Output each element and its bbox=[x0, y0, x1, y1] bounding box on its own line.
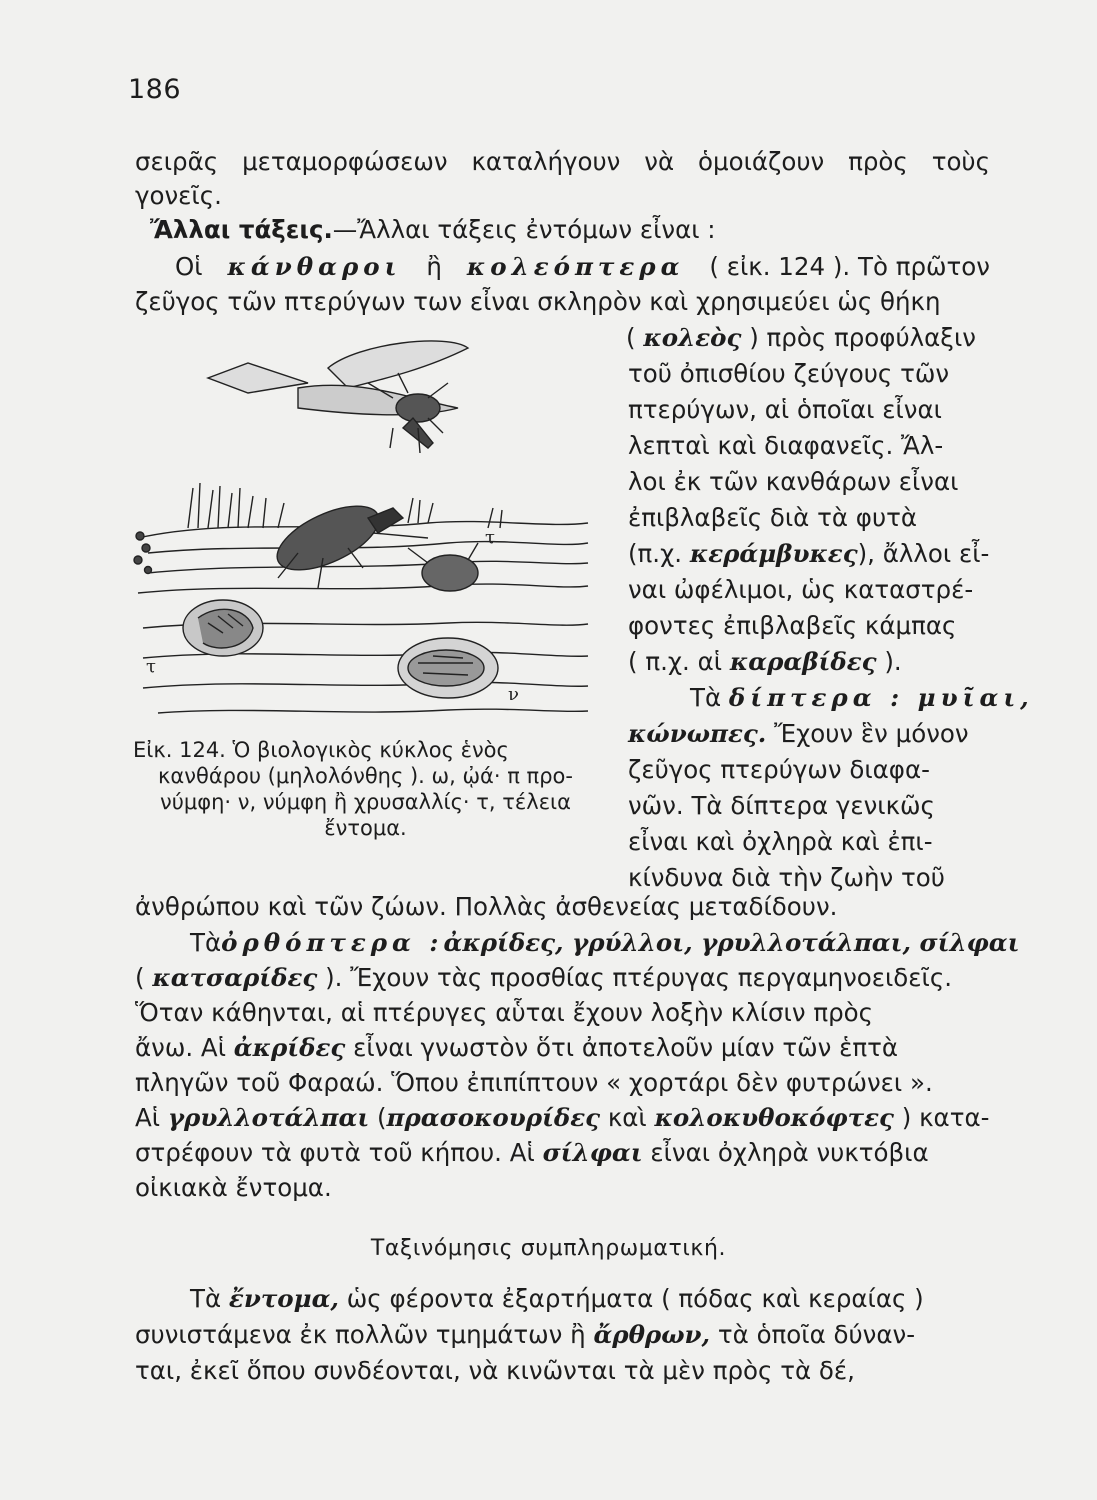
term-entoma: ἔντομα, bbox=[228, 1284, 339, 1313]
section-heading: Ταξινόμησις συμπληρωματική. bbox=[370, 1236, 727, 1261]
text: ), ἄλλοι εἶ- bbox=[857, 539, 990, 568]
term-koleos: κολεὸς bbox=[643, 323, 742, 352]
right-line-3: πτερύγων, αἱ ὁποῖαι εἶναι bbox=[628, 395, 942, 424]
text-line-9: Ὅταν κάθηνται, αἱ πτέρυγες αὗται ἔχουν λοξὴν κλίσιν πρὸς bbox=[135, 998, 873, 1027]
term-list-orthoptera: ἀκρίδες, γρύλλοι, γρυλλοτάλπαι, σίλφαι bbox=[443, 928, 1020, 957]
text-line-17: ται, ἐκεῖ ὅπου συνδέονται, νὰ κινῶνται τὰ μὲν πρὸς τὰ δέ, bbox=[135, 1356, 855, 1385]
text: ). Ἔχουν τὰς προσθίας πτέρυγας περγαμηνοειδεῖς. bbox=[325, 963, 952, 992]
term-silfai: σίλφαι bbox=[542, 1138, 643, 1167]
figure-caption-2: κανθάρου (μηλολόνθης ). ω, ᾠά· π προ- bbox=[158, 764, 573, 788]
figure-label-t-top: τ bbox=[485, 527, 495, 548]
word: σειρᾶς bbox=[135, 147, 219, 176]
text: καὶ bbox=[607, 1103, 647, 1132]
text: (π.χ. bbox=[628, 539, 683, 568]
text: ( bbox=[376, 1103, 387, 1132]
beetle-life-cycle-illustration bbox=[128, 338, 598, 738]
term-akrides: ἀκρίδες bbox=[233, 1033, 346, 1062]
term-gryllotalpai: γρυλλοτάλπαι bbox=[167, 1103, 370, 1132]
right-line-15: εἶναι καὶ ὀχληρὰ καὶ ἐπι- bbox=[628, 827, 933, 856]
right-line-7 bbox=[628, 539, 990, 569]
text-line-10 bbox=[135, 1033, 990, 1063]
word: καταλήγουν bbox=[471, 147, 621, 176]
text: ( εἰκ. 124 ). Τὸ πρῶτον bbox=[709, 252, 990, 281]
text-line-6: ἀνθρώπου καὶ τῶν ζώων. Πολλὰς ἀσθενείας μεταδίδουν. bbox=[135, 892, 838, 921]
text: ἄνω. Αἱ bbox=[135, 1033, 226, 1062]
text: Τὰ bbox=[190, 1284, 222, 1313]
text: ). bbox=[884, 647, 902, 676]
text: Αἱ bbox=[135, 1103, 161, 1132]
term-diptera: δίπτερα : μυῖαι, bbox=[728, 683, 1034, 712]
figure-label-n: ν bbox=[508, 684, 519, 705]
section-title-other-orders: Ἄλλαι τάξεις. bbox=[150, 215, 333, 244]
word: πρὸς bbox=[848, 147, 908, 176]
right-line-13: ζεῦγος πτερύγων διαφα- bbox=[628, 755, 930, 784]
right-line-2: τοῦ ὀπισθίου ζεύγους τῶν bbox=[628, 359, 950, 388]
text-line-7 bbox=[190, 928, 1020, 958]
word: τοὺς bbox=[931, 147, 990, 176]
text: εἶναι ὀχληρὰ νυκτόβια bbox=[650, 1138, 929, 1167]
right-line-12 bbox=[628, 719, 990, 749]
text: Οἱ bbox=[175, 252, 203, 281]
term-orthoptera: ὀρθόπτερα : bbox=[221, 928, 444, 957]
text: ) πρὸς προφύλαξιν bbox=[749, 323, 976, 352]
right-line-4: λεπταὶ καὶ διαφανεῖς. Ἄλ- bbox=[628, 431, 944, 460]
page-number: 186 bbox=[128, 74, 182, 105]
text-line-13 bbox=[135, 1138, 990, 1168]
text: ) κατα- bbox=[901, 1103, 990, 1132]
text: ( bbox=[135, 963, 145, 992]
right-line-16: κίνδυνα διὰ τὴν ζωὴν τοῦ bbox=[628, 863, 945, 892]
term-prasokourides: πρασοκουρίδες bbox=[386, 1103, 601, 1132]
text-line-11: πληγῶν τοῦ Φαραώ. Ὅπου ἐπιπίπτουν « χορτάρι δὲν φυτρώνει ». bbox=[135, 1068, 933, 1097]
text-line-8 bbox=[135, 963, 990, 993]
figure-label-t-bottom: τ bbox=[146, 656, 156, 677]
figure-caption-1: Εἰκ. 124. Ὁ βιολογικὸς κύκλος ἑνὸς bbox=[133, 738, 509, 762]
text-line-16 bbox=[135, 1320, 990, 1350]
right-line-10 bbox=[628, 647, 990, 677]
figure-caption-3: νύμφη· ν, νύμφη ἢ χρυσαλλίς· τ, τέλεια bbox=[159, 790, 572, 814]
word: νὰ bbox=[644, 147, 675, 176]
right-line-9: φοντες ἐπιβλαβεῖς κάμπας bbox=[628, 611, 957, 640]
text-line-4 bbox=[175, 252, 990, 282]
text: Τὰ bbox=[190, 928, 222, 957]
text-line-15 bbox=[190, 1284, 990, 1314]
term-arthron: ἄρθρων, bbox=[593, 1320, 711, 1349]
term-koleoptera: κολεόπτερα bbox=[466, 252, 685, 281]
term-konopes: κώνωπες. bbox=[628, 719, 767, 748]
word: μεταμορφώσεων bbox=[242, 147, 448, 176]
text: ( π.χ. αἱ bbox=[628, 647, 723, 676]
right-line-1 bbox=[626, 323, 990, 353]
text: συνιστάμενα ἐκ πολλῶν τμημάτων ἢ bbox=[135, 1320, 586, 1349]
text: τὰ ὁποῖα δύναν- bbox=[717, 1320, 916, 1349]
text: ἢ bbox=[426, 252, 442, 281]
text: στρέφουν τὰ φυτὰ τοῦ κήπου. Αἱ bbox=[135, 1138, 535, 1167]
text-line-2: γονεῖς. bbox=[135, 181, 222, 210]
term-karavides: καραβίδες bbox=[729, 647, 877, 676]
text-line-5: ζεῦγος τῶν πτερύγων των εἶναι σκληρὸν καὶ χρησιμεύει ὡς θήκη bbox=[135, 287, 941, 316]
text: Τὰ bbox=[690, 683, 722, 712]
text-line-3 bbox=[150, 215, 990, 245]
term-kolokythokoftes: κολοκυθοκόφτες bbox=[654, 1103, 894, 1132]
text-line-14: οἰκιακὰ ἔντομα. bbox=[135, 1173, 332, 1202]
figure-caption-4: ἔντομα. bbox=[324, 816, 407, 840]
text: —Ἄλλαι τάξεις ἐντόμων εἶναι : bbox=[332, 215, 716, 244]
term-kantharoi: κάνθαροι bbox=[227, 252, 402, 281]
right-line-8: ναι ὠφέλιμοι, ὡς καταστρέ- bbox=[628, 575, 974, 604]
text-line-12 bbox=[135, 1103, 990, 1133]
right-line-5: λοι ἐκ τῶν κανθάρων εἶναι bbox=[628, 467, 959, 496]
term-katsarides: κατσαρίδες bbox=[152, 963, 318, 992]
text: εἶναι γνωστὸν ὅτι ἀποτελοῦν μίαν τῶν ἑπτὰ bbox=[353, 1033, 898, 1062]
right-line-11 bbox=[690, 683, 1034, 713]
text-line-1 bbox=[135, 147, 990, 177]
right-line-14: νῶν. Τὰ δίπτερα γενικῶς bbox=[628, 791, 935, 820]
text: ( bbox=[626, 323, 636, 352]
term-kerambykes: κεράμβυκες bbox=[689, 539, 858, 568]
word: ὁμοιάζουν bbox=[698, 147, 825, 176]
right-line-6: ἐπιβλαβεῖς διὰ τὰ φυτὰ bbox=[628, 503, 918, 532]
text: Ἔχουν ἓν μόνον bbox=[774, 719, 969, 748]
text: ὡς φέροντα ἐξαρτήματα ( πόδας καὶ κεραίας ) bbox=[346, 1284, 924, 1313]
